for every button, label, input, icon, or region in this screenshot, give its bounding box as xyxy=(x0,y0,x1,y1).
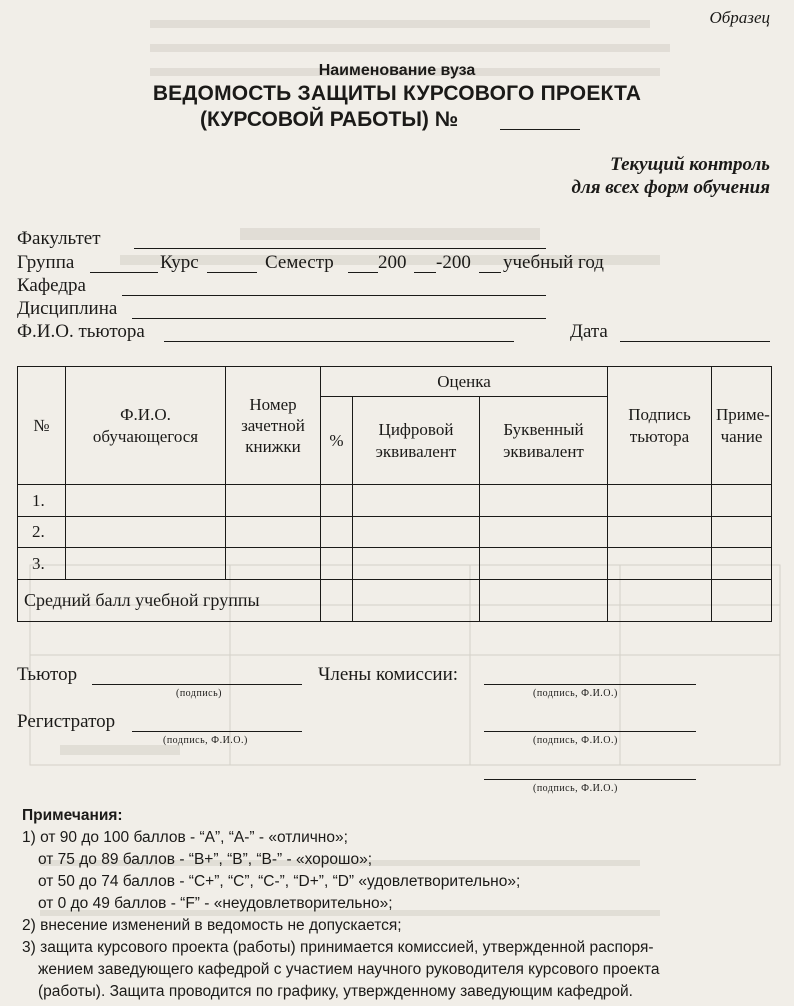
col-header-record-book: Номер зачетной книжки xyxy=(226,367,321,485)
note-line: от 0 до 49 баллов - “F” - «неудовлетворительно»; xyxy=(38,895,393,912)
digital-cell[interactable] xyxy=(353,548,480,580)
commission-label: Члены комиссии: xyxy=(318,664,459,685)
average-row xyxy=(18,580,772,622)
average-percent-cell[interactable] xyxy=(321,580,353,622)
year-end-field[interactable] xyxy=(479,272,501,273)
group-label: Группа xyxy=(17,252,75,273)
percent-cell[interactable] xyxy=(321,517,353,548)
digital-cell[interactable] xyxy=(353,517,480,548)
note-line: от 50 до 74 баллов - “C+”, “C”, “C-”, “D+”, “D” «удовлетворительно»; xyxy=(38,873,521,890)
registrar-label: Регистратор xyxy=(17,711,116,732)
commission-signature-line-2[interactable] xyxy=(484,731,696,732)
note-line: 3) защита курсового проекта (работы) принимается комиссией, утвержденной распоря- xyxy=(22,939,654,956)
document-subtitle: (КУРСОВОЙ РАБОТЫ) № xyxy=(200,108,459,131)
faculty-label: Факультет xyxy=(17,228,101,249)
discipline-field[interactable] xyxy=(132,318,546,319)
institution-name: Наименование вуза xyxy=(318,62,476,79)
notes-heading: Примечания: xyxy=(22,807,123,824)
tutor-signature-label: Тьютор xyxy=(17,664,78,685)
tutor-signature-caption: (подпись) xyxy=(176,688,223,699)
course-label: Курс xyxy=(160,252,199,273)
notes-cell[interactable] xyxy=(712,517,772,548)
course-field[interactable] xyxy=(207,272,257,273)
note-line: (работы). Защита проводится по графику, утвержденному заведующим кафедрой. xyxy=(38,983,633,1000)
col-header-letter: Буквенный эквивалент xyxy=(480,397,608,485)
group-field[interactable] xyxy=(90,272,158,273)
department-field[interactable] xyxy=(122,295,546,296)
col-header-percent: % xyxy=(321,397,353,485)
registrar-signature-line[interactable] xyxy=(132,731,302,732)
note-line: от 75 до 89 баллов - “B+”, “B”, “B-” - «хорошо»; xyxy=(38,851,373,868)
percent-cell[interactable] xyxy=(321,548,353,580)
year-end: -200 xyxy=(436,252,471,273)
col-header-signature: Подпись тьютора xyxy=(608,367,712,485)
registrar-caption: (подпись, Ф.И.О.) xyxy=(163,735,248,746)
note-line: 2) внесение изменений в ведомость не допускается; xyxy=(22,917,402,934)
semester-field[interactable] xyxy=(348,272,378,273)
signature-cell[interactable] xyxy=(608,548,712,580)
col-header-grade: Оценка xyxy=(321,367,608,397)
row-number: 1. xyxy=(18,485,66,517)
letter-cell[interactable] xyxy=(480,548,608,580)
commission-caption-2: (подпись, Ф.И.О.) xyxy=(533,735,618,746)
note-line: 1) от 90 до 100 баллов - “A”, “A-” - «отлично»; xyxy=(22,829,348,846)
sample-label: Образец xyxy=(709,8,770,27)
table-row xyxy=(18,485,772,517)
control-type-line1: Текущий контроль xyxy=(610,154,770,175)
student-cell[interactable] xyxy=(66,517,226,548)
percent-cell[interactable] xyxy=(321,485,353,517)
defense-results-table xyxy=(17,366,772,622)
record-book-cell[interactable] xyxy=(226,485,321,517)
date-field[interactable] xyxy=(620,341,770,342)
record-book-cell[interactable] xyxy=(226,548,321,580)
average-label: Средний балл учебной группы xyxy=(18,580,321,622)
row-number: 2. xyxy=(18,517,66,548)
signature-cell[interactable] xyxy=(608,517,712,548)
table-row xyxy=(18,548,772,580)
document-number-line[interactable] xyxy=(500,129,580,130)
commission-caption-3: (подпись, Ф.И.О.) xyxy=(533,783,618,794)
discipline-label: Дисциплина xyxy=(17,298,118,319)
col-header-number: № xyxy=(18,367,66,485)
col-header-student: Ф.И.О. обучающегося xyxy=(66,367,226,485)
document-title: ВЕДОМОСТЬ ЗАЩИТЫ КУРСОВОГО ПРОЕКТА xyxy=(152,82,642,105)
notes-cell[interactable] xyxy=(712,485,772,517)
commission-signature-line-3[interactable] xyxy=(484,779,696,780)
student-cell[interactable] xyxy=(66,548,226,580)
average-digital-cell[interactable] xyxy=(353,580,480,622)
average-signature-cell[interactable] xyxy=(608,580,712,622)
row-number: 3. xyxy=(18,548,66,580)
date-label: Дата xyxy=(570,321,608,342)
letter-cell[interactable] xyxy=(480,517,608,548)
tutor-name-label: Ф.И.О. тьютора xyxy=(17,321,145,342)
department-label: Кафедра xyxy=(17,275,86,296)
table-row xyxy=(18,517,772,548)
letter-cell[interactable] xyxy=(480,485,608,517)
col-header-notes: Приме-чание xyxy=(712,367,772,485)
commission-signature-line-1[interactable] xyxy=(484,684,696,685)
signature-cell[interactable] xyxy=(608,485,712,517)
note-line: жением заведующего кафедрой с участием научного руководителя курсового проекта xyxy=(38,961,660,978)
year-start-field[interactable] xyxy=(414,272,436,273)
average-notes-cell[interactable] xyxy=(712,580,772,622)
tutor-name-field[interactable] xyxy=(164,341,514,342)
record-book-cell[interactable] xyxy=(226,517,321,548)
control-type-line2: для всех форм обучения xyxy=(571,177,770,198)
year-start: 200 xyxy=(378,252,407,273)
average-letter-cell[interactable] xyxy=(480,580,608,622)
semester-label: Семестр xyxy=(265,252,334,273)
faculty-field[interactable] xyxy=(134,248,546,249)
tutor-signature-line[interactable] xyxy=(92,684,302,685)
academic-year-label: учебный год xyxy=(503,252,604,273)
notes-block xyxy=(22,805,782,1003)
digital-cell[interactable] xyxy=(353,485,480,517)
student-cell[interactable] xyxy=(66,485,226,517)
notes-cell[interactable] xyxy=(712,548,772,580)
col-header-digital: Цифровой эквивалент xyxy=(353,397,480,485)
commission-caption-1: (подпись, Ф.И.О.) xyxy=(533,688,618,699)
